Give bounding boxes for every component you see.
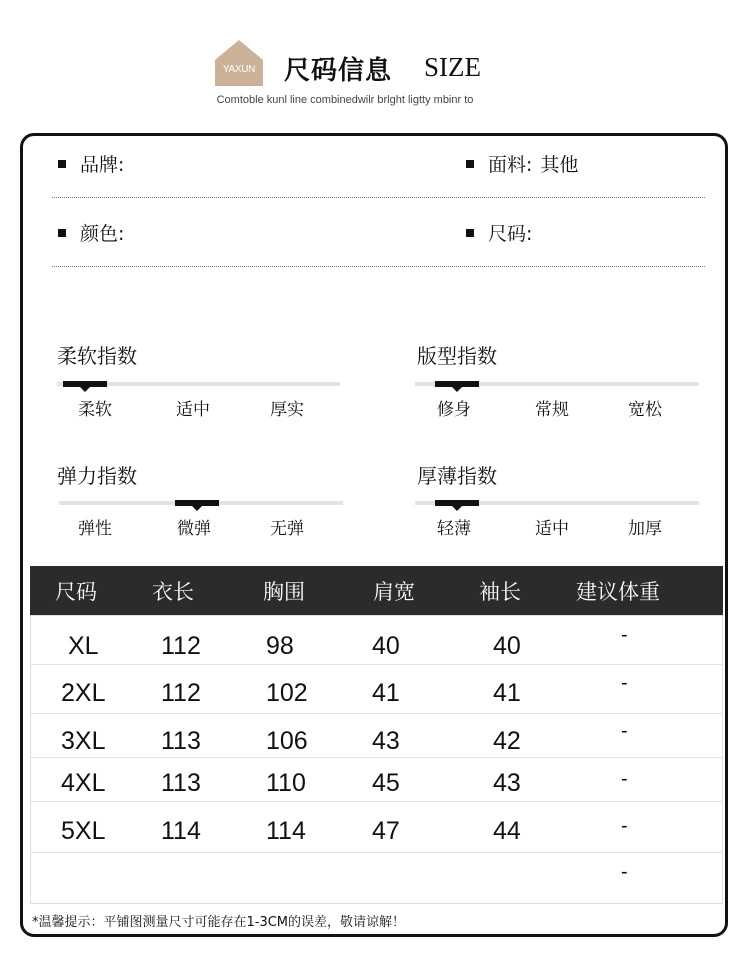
col-header-sleeve: 袖长	[479, 580, 521, 604]
brand-logo	[215, 40, 263, 86]
row-divider	[31, 757, 722, 758]
color-label: 颜色:	[80, 223, 125, 245]
title-cn: 尺码信息	[284, 56, 393, 86]
cell-weight: -	[621, 815, 628, 837]
thickness-marker	[435, 500, 479, 506]
fit-marker	[435, 381, 479, 387]
cell-weight: -	[621, 672, 628, 694]
elasticity-option: 无弹	[270, 519, 304, 539]
bullet-icon	[58, 160, 66, 168]
row-divider	[31, 664, 722, 665]
cell-sleeve: 42	[493, 727, 521, 755]
fit-option: 修身	[437, 400, 471, 420]
col-header-weight: 建议体重	[576, 580, 660, 604]
cell-shoulder: 41	[372, 679, 400, 707]
cell-sleeve: 43	[493, 769, 521, 797]
brand-field	[58, 150, 124, 177]
thickness-option: 适中	[535, 519, 569, 539]
softness-option: 厚实	[270, 400, 304, 420]
elasticity-option: 弹性	[78, 519, 112, 539]
color-field	[58, 219, 124, 246]
softness-option: 适中	[176, 400, 210, 420]
cell-length: 113	[161, 769, 201, 797]
cell-weight: -	[621, 624, 628, 646]
softness-marker	[63, 381, 107, 387]
cell-chest: 98	[266, 632, 294, 660]
fit-option: 常规	[535, 400, 569, 420]
cell-size: 5XL	[61, 817, 106, 845]
cell-sleeve: 41	[493, 679, 521, 707]
footnote: *温馨提示：平铺图测量尺寸可能存在1-3CM的误差，敬请谅解！	[32, 915, 406, 930]
bullet-icon	[58, 229, 66, 237]
elasticity-marker	[175, 500, 219, 506]
bullet-icon	[466, 229, 474, 237]
row-divider	[31, 713, 722, 714]
cell-length: 113	[161, 727, 201, 755]
title-en: SIZE	[424, 52, 481, 82]
size-table-header	[30, 566, 723, 615]
cell-sleeve: 44	[493, 817, 521, 845]
cell-chest: 110	[266, 769, 306, 797]
cell-weight: -	[621, 861, 628, 883]
cell-shoulder: 43	[372, 727, 400, 755]
thickness-option: 加厚	[628, 519, 662, 539]
bullet-icon	[466, 160, 474, 168]
house-logo-icon	[215, 40, 263, 86]
row-divider	[31, 801, 722, 802]
cell-chest: 114	[266, 817, 306, 845]
cell-chest: 102	[266, 679, 308, 707]
divider	[52, 266, 705, 267]
softness-option: 柔软	[78, 400, 112, 420]
fit-option: 宽松	[628, 400, 662, 420]
subtitle: Comtoble kunl line combinedwilr brlght ligtty mbinr to	[216, 94, 474, 106]
cell-size: 3XL	[61, 727, 106, 755]
fabric-value: 其他	[540, 154, 579, 176]
thickness-title: 厚薄指数	[417, 464, 497, 488]
logo-text: YAXUN	[222, 64, 256, 75]
size-label: 尺码:	[488, 223, 533, 245]
col-header-size: 尺码	[55, 580, 97, 604]
fit-title: 版型指数	[417, 344, 497, 368]
fabric-field	[466, 150, 578, 177]
col-header-length: 衣长	[152, 580, 194, 604]
softness-title: 柔软指数	[57, 344, 137, 368]
fabric-label: 面料:	[488, 154, 533, 176]
cell-weight: -	[621, 768, 628, 790]
cell-size: 2XL	[61, 679, 106, 707]
cell-size: 4XL	[61, 769, 106, 797]
row-divider	[31, 852, 722, 853]
elasticity-option: 微弹	[177, 519, 211, 539]
cell-shoulder: 47	[372, 817, 400, 845]
cell-length: 112	[161, 679, 201, 707]
col-header-chest: 胸围	[263, 580, 305, 604]
col-header-shoulder: 肩宽	[373, 580, 415, 604]
size-table-body	[30, 615, 723, 904]
cell-sleeve: 40	[493, 632, 521, 660]
cell-length: 112	[161, 632, 201, 660]
cell-chest: 106	[266, 727, 308, 755]
cell-size: XL	[68, 632, 99, 660]
cell-length: 114	[161, 817, 201, 845]
thickness-option: 轻薄	[437, 519, 471, 539]
size-field	[466, 219, 532, 246]
cell-shoulder: 45	[372, 769, 400, 797]
elasticity-title: 弹力指数	[57, 464, 137, 488]
cell-weight: -	[621, 720, 628, 742]
divider	[52, 197, 705, 198]
cell-shoulder: 40	[372, 632, 400, 660]
brand-label: 品牌:	[80, 154, 125, 176]
